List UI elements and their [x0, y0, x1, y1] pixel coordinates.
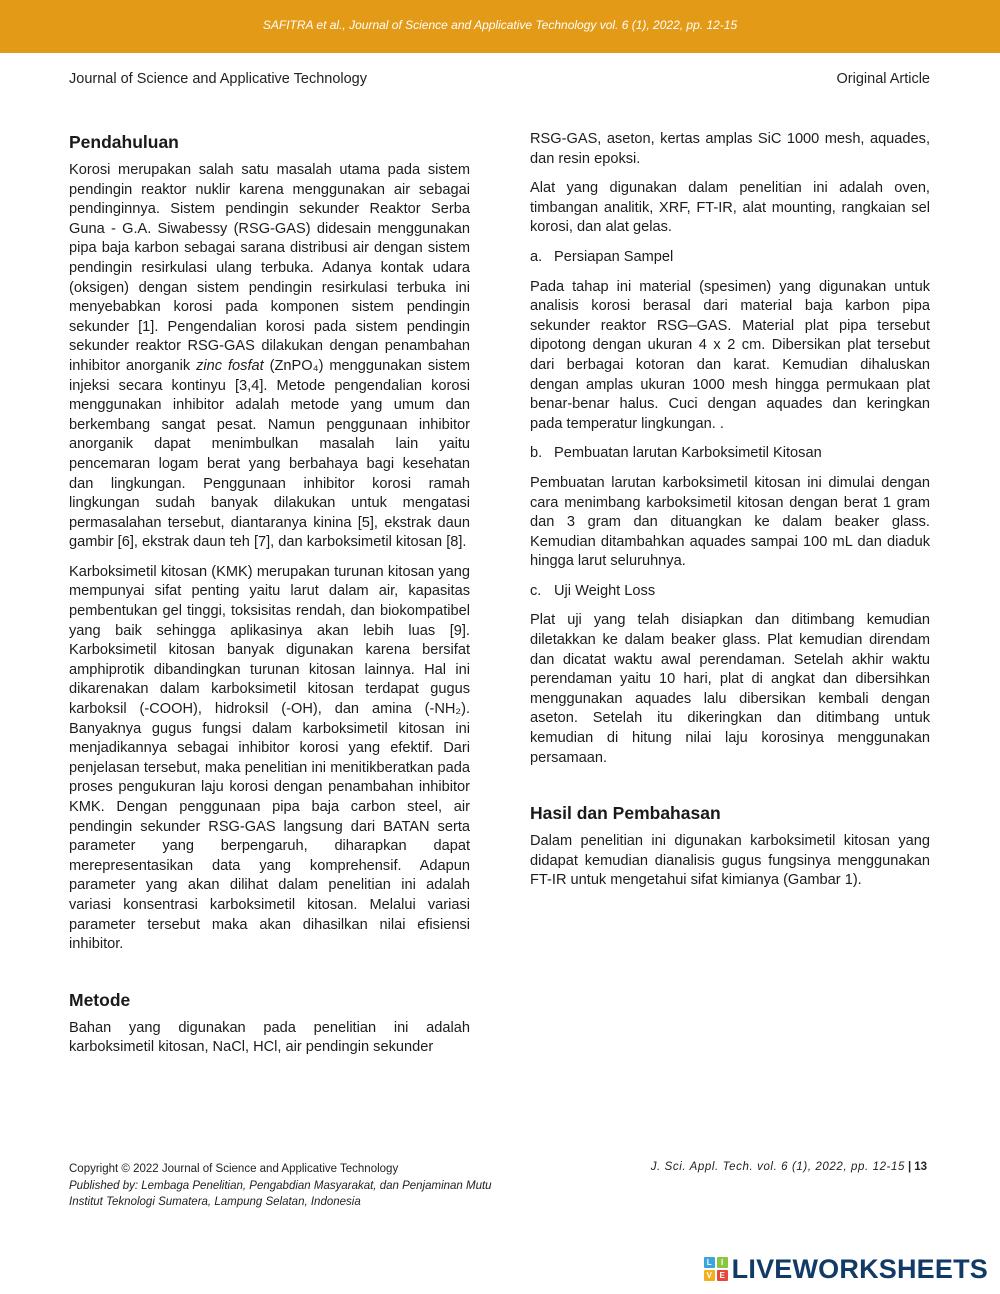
- logo-tile-l: L: [704, 1257, 715, 1268]
- liveworksheets-wordmark: LIVEWORKSHEETS: [731, 1253, 988, 1284]
- logo-tile-i: I: [717, 1257, 728, 1268]
- subsection-b-heading: b. Pembuatan larutan Karboksimetil Kitosan: [530, 445, 822, 462]
- header-banner: [0, 0, 1000, 53]
- intro-p1-text-b: (ZnPO₄) menggunakan sistem injeksi secara kontinyu [3,4]. Metode pengendalian korosi menggunakan inhibitor adalah metode yang umum dan berkembang sangat pesat. Namun penggunaan inhibitor anorganik dapat menimbulkan masalah lain yaitu pencemaran logam berat yang berbahaya bagi kesehatan dan lingkungan. Penggunaan inhibitor korosi ramah lingkungan sudah banyak dilakukan untuk mengatasi permasalahan tersebut, diantaranya kinina [5], ekstrak daun gambir [6], ekstrak daun teh [7], dan karboksimetil kitosan [8].: [69, 357, 470, 551]
- liveworksheets-logo-icon: [704, 1257, 728, 1281]
- footer-copyright: Copyright © 2022 Journal of Science and Applicative Technology: [69, 1163, 399, 1175]
- subsection-b-text: Pembuatan larutan karboksimetil kitosan ini dimulai dengan cara menimbang karboksimetil kitosan dengan berat 1 gram dan 3 gram dan dituangkan ke dalam beaker glass. Kemudian ditambahkan aquades sampai 100 mL dan diaduk hingga larut seluruhnya.: [530, 474, 930, 570]
- liveworksheets-watermark: [704, 1254, 988, 1284]
- logo-tile-e: E: [717, 1270, 728, 1281]
- section-title-pendahuluan: Pendahuluan: [69, 132, 179, 152]
- journal-name: Journal of Science and Applicative Technology: [69, 71, 367, 87]
- left-column: [69, 130, 470, 1068]
- page-number: 13: [914, 1161, 927, 1173]
- intro-p1-text-a: Korosi merupakan salah satu masalah utama pada sistem pendingin reaktor nuklir karena menggunakan air sebagai pendinginnya. Sistem pendingin sekunder Reaktor Serba Guna - G.A. Siwabessy (RSG-GAS) didesain menggunakan pipa baja karbon sebagai sarana distribusi air dengan sistem pendingin resirkulasi ulang terbuka. Adanya kontak udara (oksigen) dengan sistem pendingin resirkulasi terbuka ini menyebabkan korosi pada komponen sistem pendingin sekunder [1]. Pengendalian korosi pada sistem pendingin sekunder reaktor RSG-GAS dilakukan dengan penambahan inhibitor anorganik: [69, 162, 470, 374]
- footer-publisher: Published by: Lembaga Penelitian, Pengabdian Masyarakat, dan Penjaminan Mutu: [69, 1179, 492, 1192]
- logo-tile-v: V: [704, 1270, 715, 1281]
- method-continuation: RSG-GAS, aseton, kertas amplas SiC 1000 mesh, aquades, dan resin epoksi.: [530, 131, 930, 167]
- right-column: [530, 130, 930, 901]
- tools-paragraph: Alat yang digunakan dalam penelitian ini adalah oven, timbangan analitik, XRF, FT-IR, alat mounting, rangkaian sel korosi, dan alat gelas.: [530, 180, 930, 236]
- intro-paragraph-1: [69, 161, 470, 553]
- footer-citation: J. Sci. Appl. Tech. vol. 6 (1), 2022, pp. 12-15: [650, 1161, 905, 1173]
- section-title-metode: Metode: [69, 989, 131, 1010]
- subsection-a-text: Pada tahap ini material (spesimen) yang digunakan untuk analisis korosi berasal dari material baja karbon pipa sekunder reaktor RSG–GAS. Material plat pipa tersebut dipotong dengan ukuran 4 x 2 cm. Dibersikan plat tersebut dari berbagai kotoran dan karat. Kemudian dihaluskan dengan amplas ukuran 1000 mesh hingga permukaan plat benar-benar halus. Cuci dengan aquades dan keringkan pada temperatur lingkungan. .: [530, 278, 930, 432]
- footer-separator: |: [907, 1161, 912, 1173]
- subsection-c-heading: c. Uji Weight Loss: [530, 582, 656, 599]
- intro-p1-italic: zinc fosfat: [196, 357, 264, 374]
- subsection-a-heading: a. Persiapan Sampel: [530, 248, 674, 265]
- results-paragraph: Dalam penelitian ini digunakan karboksimetil kitosan yang didapat kemudian dianalisis gugus fungsinya menggunakan FT-IR untuk mengetahui sifat kimianya (Gambar 1).: [530, 833, 930, 889]
- article-type: Original Article: [836, 71, 930, 87]
- banner-citation: SAFITRA et al., Journal of Science and Applicative Technology vol. 6 (1), 2022, pp. 12-15: [262, 18, 738, 32]
- footer-right: [651, 1161, 927, 1173]
- footer-left: [69, 1161, 492, 1211]
- footer-institution: Institut Teknologi Sumatera, Lampung Selatan, Indonesia: [69, 1196, 361, 1208]
- intro-paragraph-2: Karboksimetil kitosan (KMK) merupakan turunan kitosan yang mempunyai sifat penting yaitu larut dalam air, kapasitas pembentukan gel tinggi, toksisitas rendah, dan biokompatibel yang baik sehingga aplikasinya akan lebih luas [9]. Karboksimetil kitosan banyak digunakan karena bersifat amphiprotik dibandingkan turunan kitosan lainnya. Hal ini dikarenakan dalam karboksimetil kitosan terdapat gugus karboksil (-COOH), hidroksil (-OH), dan amina (-NH₂). Banyaknya gugus fungsi dalam karboksimetil kitosan ini menjadikannya sebagai inhibitor korosi yang efektif. Dari penjelasan tersebut, maka penelitian ini menitikberatkan pada proses pengukuran laju korosi dengan penambahan inhibitor KMK. Dengan penggunaan pipa baja carbon steel, air pendingin sekunder RSG-GAS langsung dari BATAN serta parameter yang berpengaruh, diharapkan dapat merepresentasikan data yang komprehensif. Adapun parameter yang akan dilihat dalam penelitian ini adalah variasi konsentrasi karboksimetil kitosan. Melalui variasi parameter tersebut maka akan dihasilkan nilai efisiensi inhibitor.: [69, 563, 470, 953]
- method-paragraph-1: Bahan yang digunakan pada penelitian ini adalah karboksimetil kitosan, NaCl, HCl, air pendingin sekunder: [69, 1019, 470, 1056]
- section-title-hasil: Hasil dan Pembahasan: [530, 803, 721, 824]
- subsection-c-text: Plat uji yang telah disiapkan dan ditimbang kemudian diletakkan ke dalam beaker glass. Plat kemudian direndam dan dicatat waktu awal perendaman. Setelah akhir waktu perendaman yaitu 10 hari, plat di angkat dan dibersihkan menggunakan aquades lalu dibersikan kembali dengan aseton. Setelah itu dikeringkan dan ditimbang untuk kemudian di hitung nilai laju korosinya menggunakan persamaan.: [530, 612, 930, 766]
